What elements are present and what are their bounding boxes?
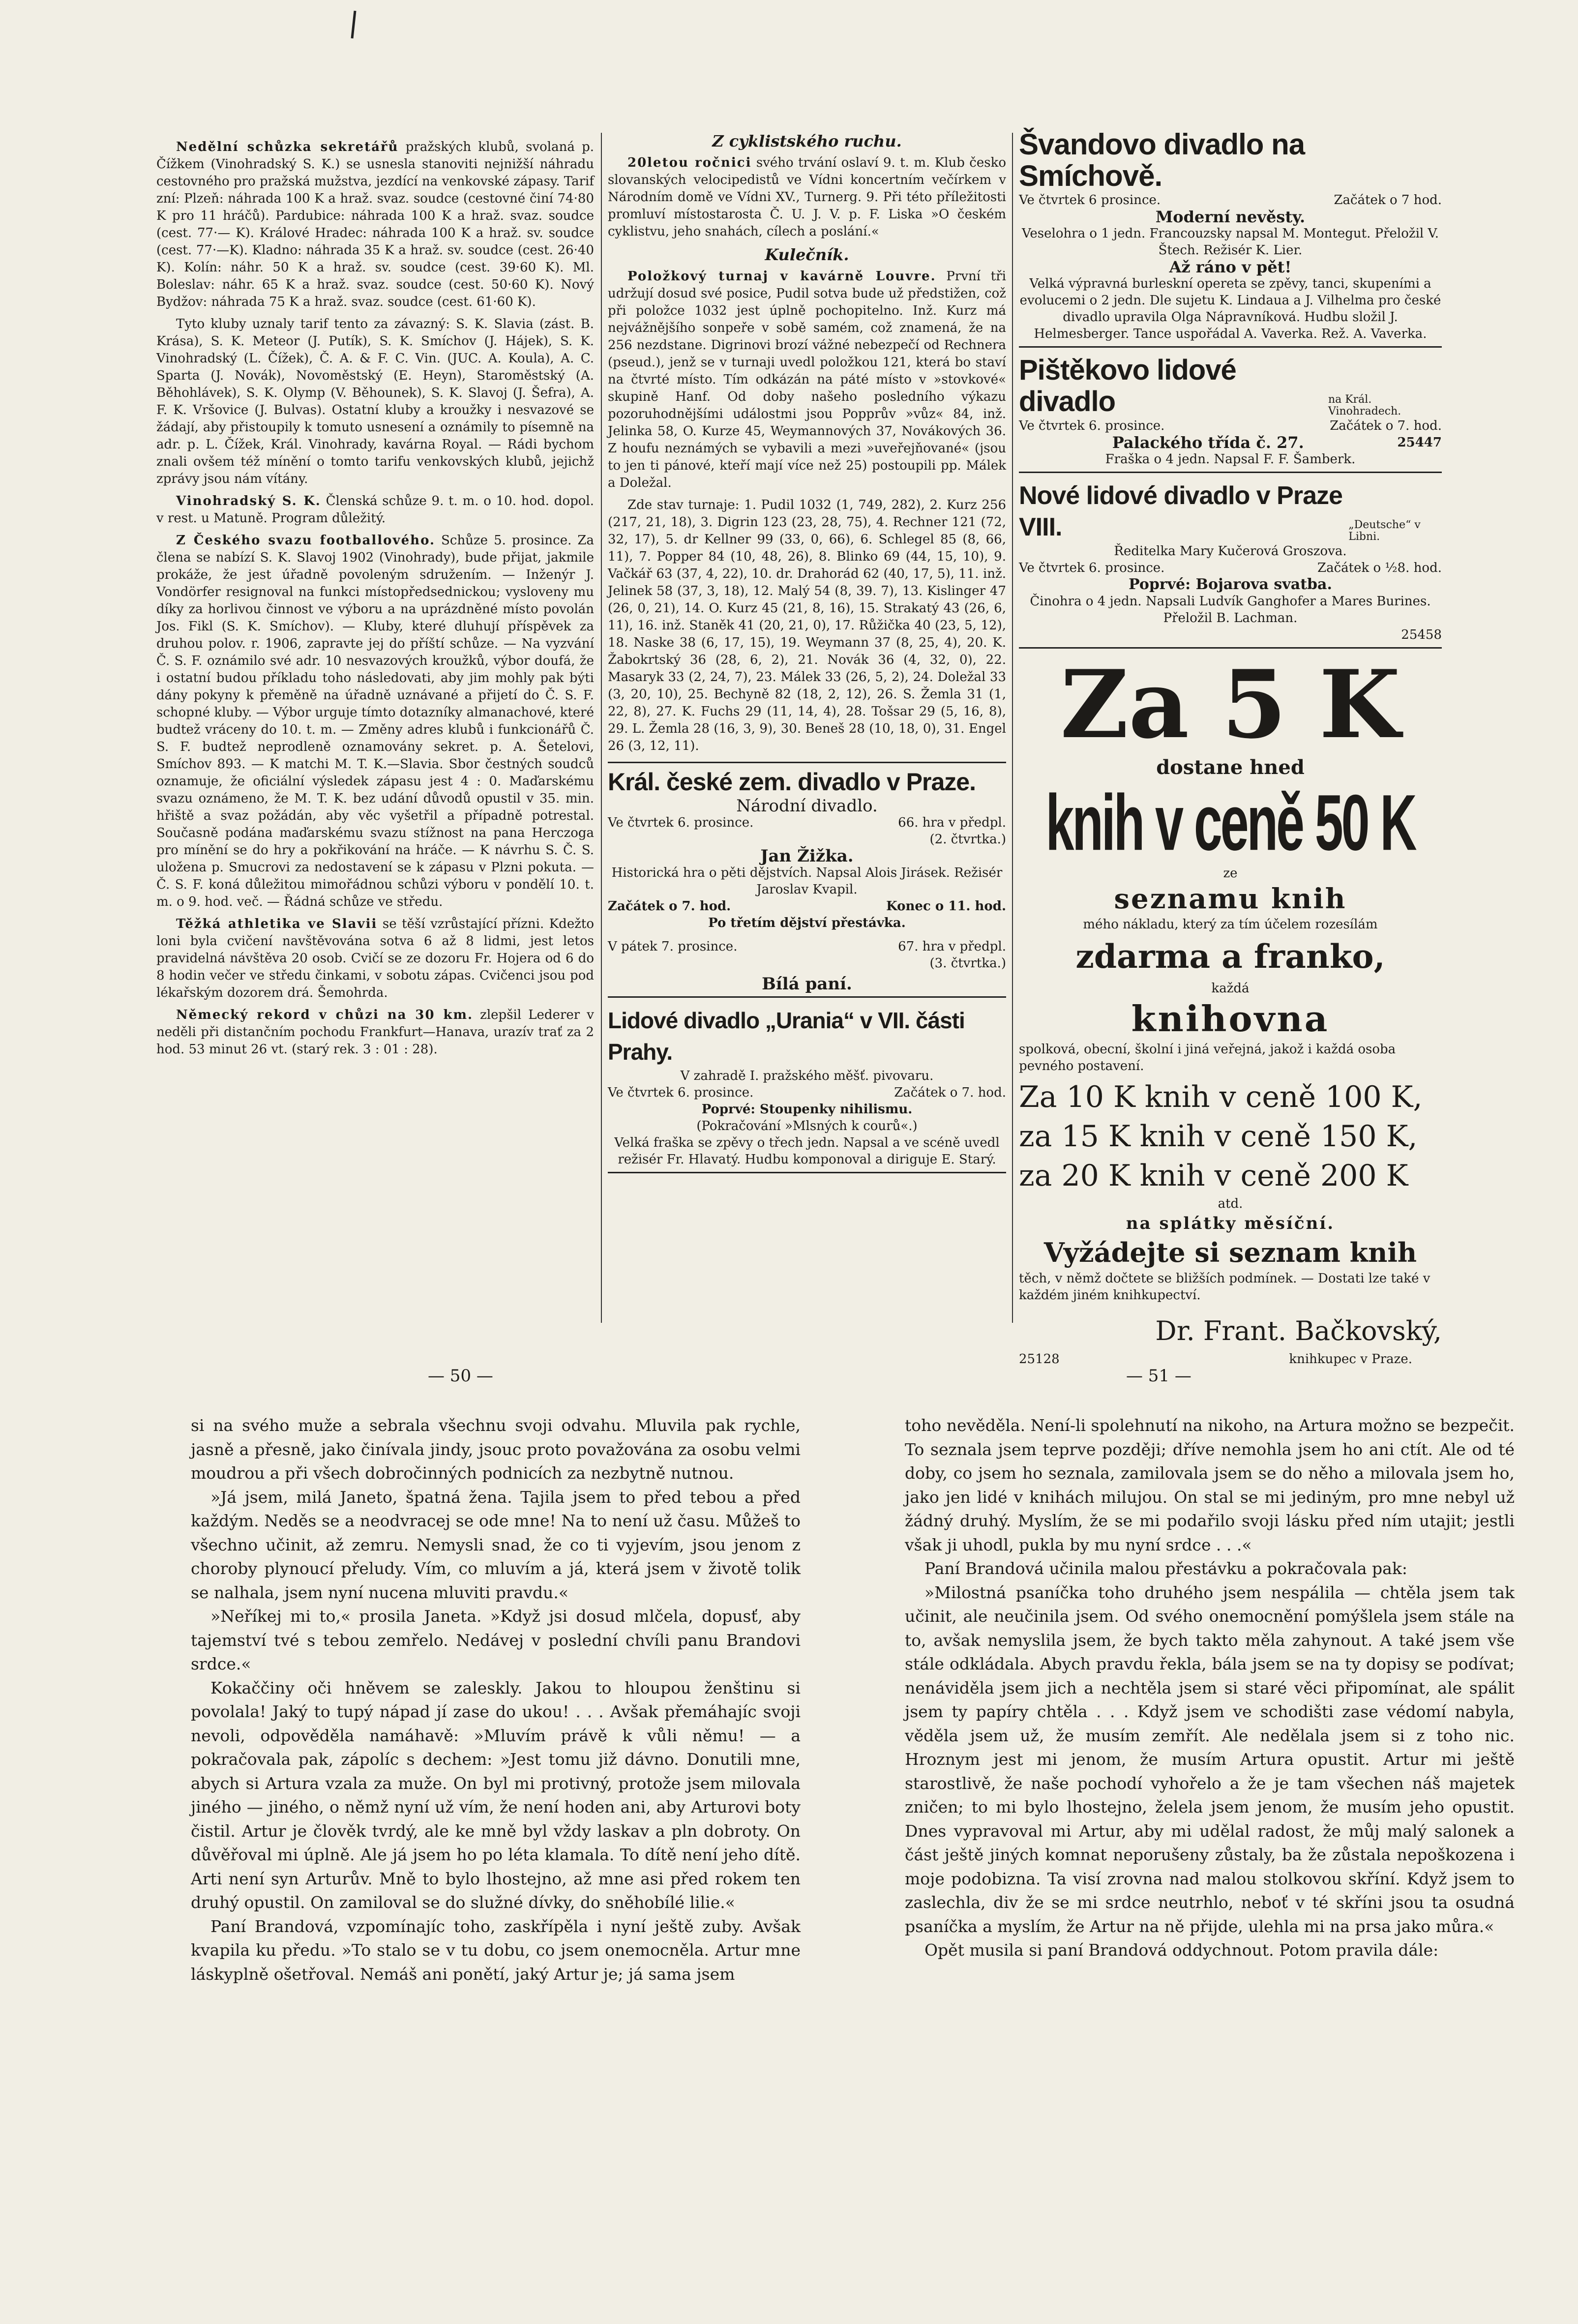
pistek-theatre-title: Pištěkovo lidové divadlo — [1019, 354, 1236, 417]
column-divider — [1012, 133, 1013, 1323]
book-paragraph: Paní Brandová, vzpomínajíc toho, zaskřípěla i nyní ještě zuby. Avšak kvapila ku předu. »To stalo se v tu dobu, co jsem onemocněla. Artur mne láskyplně ošetřoval. Nemáš ani ponětí, jaký Artur je; já sama jsem — [191, 1916, 801, 1984]
advert-headline: Za 5 K — [1060, 650, 1400, 759]
national-theatre-subtitle: Národní divadlo. — [736, 796, 878, 816]
billiards-standings: Zde stav turnaje: 1. Pudil 1032 (1, 749, 282), 2. Kurz 256 (217, 21, 18), 3. Digrin 123 (23, 28, 75), 4. Rechner 121 (72, 32, 17), 5. dr Kellner 99 (33, 0, 66), 6. Schlegel 85 (8, 66, 11), 7. Popper 84 (10, 48, 26), 8. Blinko 69 (44, 15, 10), 9. Vačkář 63 (37, 4, 22), 10. dr. Drahorád 62 (40, 17, 5), 11. inž. Jelinek 58 (37, 3, 18), 12. Malý 54 (8, 39. 7), 13. Kislinger 47 (26, 0, 21), 14. O. Kurz 45 (21, 8, 16), 15. Strakatý 43 (26, 6, 11), 16. inž. Staněk 41 (20, 21, 0), 17. Růžička 40 (23, 5, 12), 18. Naske 38 (6, 17, 15), 19. Weymann 37 (8, 25, 4), 20. K. Žabokrtský 36 (28, 6, 2), 21. Novák 36 (4, 32, 0), 22. Masaryk 33 (2, 24, 7), 23. Málek 33 (26, 5, 2), 24. Doležal 33 (3, 20, 10), 25. Bechyně 82 (18, 2, 12), 26. S. Žemla 31 (1, 22, 8), 27. K. Fuchs 29 (11, 14, 4), 28. Tošsar 29 (5, 16, 8), 29. L. Žemla 28 (16, 3, 9), 30. Beneš 28 (10, 18, 0), 31. Engel 26 (3, 12, 11). — [608, 498, 1006, 753]
play-title-jan-zizka: Jan Žižka. — [760, 846, 854, 866]
urania-theatre-listing: Lidové divadlo „Urania“ v VII. části Prahy. V zahradě I. pražského měšť. pivovaru. Ve čtvrtek 6. prosince. Začátek o 7. hod. Poprvé: Stoupenky nihilismu. (Pokračování »Mlsných k courů«.) Velká fraška se zpěvy o třech jedn. Napsal a ve scéně uvedl režisér Fr. Hlavatý. Hudbu komponoval a diriguje E. Starý. — [608, 1005, 1006, 1173]
svandovo-theatre-title: Švandovo divadlo na Smíchově. — [1019, 128, 1305, 192]
sports-news-list — [156, 139, 594, 1058]
urania-theatre-title: Lidové divadlo „Urania“ v VII. části Prahy. — [608, 1008, 965, 1065]
book-page-right — [905, 1414, 1515, 2048]
national-theatre-title: Král. české zem. divadlo v Praze. — [608, 768, 976, 796]
cycling-heading: Z cyklistského ruchu. — [712, 132, 902, 150]
news-item: Tyto kluby uznaly tarif tento za závazný: S. K. Slavia (zást. B. Krása), S. K. Meteor (J. Putík), S. K. Smíchov (J. Hájek), S. K. Vinohradský (L. Čížek), Č. A. & F. C. Vin. (JUC. A. Koula), A. C. Sparta (J. Novák), Novoměstský (E. Heyn), Staroměstský (A. Běhohlávek), S. K. Olymp (V. Běhounek), S. K. Slavoj (J. Šefra), A. F. K. Vršovice (J. Bulvas). Ostatní kluby a kroužky i nesvazové se žádají, aby přistoupily k tomuto usnesení a oznámily to písemně na adr. p. L. Čížek, Král. Vinohrady, kavárna Royal. — Rádi bychom znali ovšem též mínění o tomto tarifu venkovských klubů, jejichž zprávy jsou nám vítány. — [156, 317, 594, 486]
book-offer-advert: Za 5 K dostane hned knih v ceně 50 K ze seznamu knih mého nákladu, který za tím účelem rozesílám zdarma a franko, každá knihovna spolková, obecní, školní i jiná veřejná, jakož i každá osoba pevného postavení. Za 10 K knih v ceně 100 K, za 15 K knih v ceně 150 K, za 20 K knih v ceně 200 K atd. na splátky měsíční. Vyžádejte si seznam knih těch, v němž dočtete se bližších podmínek. — Dostati lze také v každém jiném knihkupectví. Dr. Frant. Bačkovský, 25128 knihkupec v Praze. — [1019, 650, 1442, 1367]
news-item-lead: Z Českého svazu footballového. — [176, 533, 436, 548]
advert-signature: Dr. Frant. Bačkovský, — [1155, 1315, 1442, 1346]
news-item: Nedělní schůzka sekretářů pražských klubů, svolaná p. Čížkem (Vinohradský S. K.) se usnesla stanoviti nejnižší náhradu cestovného pro pražská mužstva, jezdící na venkovské zápasy. Tarif zní: Plzeň: náhrada 100 K a hraž. svaz. soudce (cestovné činí 74·80 K pro 11 hráčů). Pardubice: náhrada 100 K a hraž. svaz. soudce (cest. 77·— K). Králové Hradec: náhrada 100 K a hraž. sv. soudce (cest. 77·—K). Kladno: náhrada 35 K a hraž. sv. soudce (cest. 26·40 K). Kolín: náhr. 50 K a hraž. sv. soudce (cest. 39·60 K). Ml. Boleslav: náhr. 65 K a hraž. svaz. soudce (cest. 50·60 K). Nový Bydžov: náhrada 75 K a hraž. svaz. soudce (cest. 61·60 K). — [156, 140, 594, 309]
book-paragraph: Opět musila si paní Brandová oddychnout. Potom pravila dále: — [924, 1940, 1439, 1960]
sports-column — [156, 139, 594, 1309]
book-paragraph: Paní Brandová učinila malou přestávku a pokračovala pak: — [924, 1559, 1407, 1578]
advert-value-line: knih v ceně 50 K — [1045, 779, 1415, 867]
cycling-paragraph: 20letou ročnici svého trvání oslaví 9. t. m. Klub česko slovanských velocipedistů ve Vídni koncertním večírkem v Národním domě ve Vídni XV., Turnerg. 9. Při této příležitosti promluví místostarosta Č. U. J. V. p. F. Liska »O českém cyklistvu, jeho snahách, cílech a poslání.« — [608, 155, 1006, 239]
page-number-left: — 50 — — [428, 1366, 493, 1386]
play-title-bila-pani: Bílá paní. — [762, 974, 852, 994]
news-item: Německý rekord v chůzi na 30 km. zlepšil Lederer v neděli při distančním pochodu Frankfurt—Hanava, urazív trať za 2 hod. 53 minut 26 vt. (starý rek. 3 : 01 : 28). — [156, 1008, 594, 1057]
book-paragraph: si na svého muže a sebrala všechnu svoji odvahu. Mluvila pak rychle, jasně a přesně, jako činívala jindy, jsouc proto považována za osobu velmi moudrou a při všech dobročinných podnicích za nezbytně nutnou. — [191, 1416, 801, 1483]
nove-lidove-theatre-listing: Nové lidové divadlo v Praze VIII. „Deutsche“ v Libni. Ředitelka Mary Kučerová Groszova. Ve čtvrtek 6. prosince. Začátek o ½8. hod. Poprvé: Bojarova svatba. Činohra o 4 jedn. Napsali Ludvík Ganghofer a Mares Burines. Přeložil B. Lachman. 25458 — [1019, 480, 1442, 649]
news-item-lead: Těžká athletika ve Slavii — [176, 917, 378, 931]
page-number-right: — 51 — — [1126, 1366, 1191, 1386]
pencil-mark-icon — [349, 10, 359, 39]
nove-lidove-theatre-title: Nové lidové divadlo v Praze VIII. — [1019, 481, 1342, 541]
book-paragraph: toho nevěděla. Není-li spolehnutí na nikoho, na Artura možno se bezpečit. To seznala jsem teprve později; dříve nemohla jsem ho ani ctít. Ale od té doby, co jsem ho seznala, zamilovala jsem se do něho a milovala jsem ho, jako jen lidé v knihách milujou. On stal se mi jediným, pro mne nebyl už žádný druhý. Myslím, že se mi podařilo svoji lásku před ním utajit; jestli však ji uhodl, pukla by mu nyní srdce . . .« — [905, 1416, 1515, 1554]
news-item: Těžká athletika ve Slavii se těší vzrůstající přízni. Kdežto loni byla cvičení navštěvována sotva 6 až 8 lidmi, jest letos pravidelná návštěva 20 osob. Cvičí se ze dozoru Fr. Hojera od 6 do 8 hodin večer ve středu činkami, v sobotu zápas. Cvičenci jsou pod lékařským dozorem drá. Šemohrda. — [156, 917, 595, 1000]
news-item: Vinohradský S. K. Členská schůze 9. t. m. o 10. hod. dopol. v rest. u Matuně. Program důležitý. — [156, 494, 594, 526]
svandovo-theatre-listing: Švandovo divadlo na Smíchově. Ve čtvrtek 6 prosince. Začátek o 7 hod. Moderní nevěsty. Veselohra o 1 jedn. Francouzsky napsal M. Montegut. Přeložil V. Štech. Režisér K. Lier. Až ráno v pět! Velká výpravná burleskní opereta se zpěvy, tanci, skupeními a evolucemi o 2 jedn. Dle sujetu K. Lindaua a J. Vilhelma pro české divadlo upravila Olga Nápravníková. Hudbu složil J. Helmesberger. Tance uspořádal A. Vaverka. Rež. A. Vaverka. — [1019, 129, 1442, 348]
news-item-lead: Německý rekord v chůzi na 30 km. — [176, 1008, 474, 1022]
book-paragraph: »Neříkej mi to,« prosila Janeta. »Když jsi dosud mlčela, dopusť, aby tajemství tvé s tebou zemřelo. Nedávej v poslední chvíli panu Brandovi srdce.« — [191, 1607, 801, 1673]
news-item-lead: Nedělní schůzka sekretářů — [176, 140, 399, 154]
billiards-heading: Kulečník. — [765, 245, 849, 264]
column-divider — [601, 133, 602, 1323]
price-offers: Za 10 K knih v ceně 100 K, za 15 K knih v ceně 150 K, za 20 K knih v ceně 200 K — [1019, 1080, 1423, 1193]
national-theatre-listing: Král. české zem. divadlo v Praze. Národní divadlo. Ve čtvrtek 6. prosince. 66. hra v předpl. (2. čtvrtka.) Jan Žižka. Historická hra o pěti dějstvích. Napsal Alois Jirásek. Režisér Jaroslav Kvapil. Začátek o 7. hod. Konec o 11. hod. Po třetím dějství přestávka. V pátek 7. prosince. 67. hra v předpl. (3. čtvrtka.) Bílá paní. — [608, 762, 1006, 998]
theatre-ads-column — [1019, 128, 1442, 1367]
book-page-left — [191, 1414, 801, 2048]
book-paragraph: »Milostná psaníčka toho druhého jsem nespálila — chtěla jsem tak učinit, ale neučinila jsem. Od svého onemocnění pomýšlela jsem stále na to, avšak nemyslila jsem, že bych takto měla zahynout. A také jsem vše stále odkládala. Abych pravdu řekla, bála jsem se na ty dopisy se podívat; nenáviděla jsem jich a nechtěla jsem si staré věci připomínat, ale spálit jsem ty papíry chtěla . . . Když jsem ve schodišti zase védomí nabyla, věděla jsem už, že musím zemřít. Ale nedělala jsem si z toho nic. Hroznym jest mi jenom, že musím Artura opustit. Artur mi ještě starostlivě, že naše pochodí vyhořelo a že je tam všechen náš majetek zničen; to mi bylo lhostejno, želela jsem jenom, že musím jeho opustit. Dnes vypravoval mi Artur, aby mi udělal radost, že můj malý salonek a část ještě jiných komnat neporušeny zůstaly, ba že zůstala nepoškozena i moje podobizna. Ta visí zrovna nad malou stolkovou skříní. Když jsem to zaslechla, div že se mi srdce neutrhlo, neboť v té skříni jsou ta osudná psaníčka a myslím, že Artur na ně přijde, ulehla mi na prsa jako můra.« — [905, 1582, 1515, 1936]
news-item: Z Českého svazu footballového. Schůze 5. prosince. Za člena se nabízí S. K. Slavoj 1902 (Vinohrady), bude přijat, jakmile prokáže, že jest úřadně povoleným sdružením. — Inženýr J. Vondörfer resignoval na funkci místopředsednickou; vysloveny mu díky za horlivou činnost ve výboru a na uprázdněné místo povolán Jos. Fikl (S. K. Smíchov). — Kluby, které dluhují příspěvek za druhou polov. r. 1906, zapravte jej do příští schůze. — Na vyzvání Č. S. F. oznámilo své adr. 10 nesvazových kroužků, výbor doufá, že i ostatní budou příkladu toho následovati, aby jim mohly pak býti dány pokyny k přeměně na úřadně uznávané a přijetí do Č. S. F. schopné kluby. — Výbor urguje tímto dotazníky almanachové, které budtež vráceny do 10. t. m. — Změny adres klubů i funkcionářů Č. S. F. budtež neprodleně oznamovány sekret. p. A. Šetelovi, Smíchov 893. — K matchi M. T. K.—Slavia. Sbor čestných soudců oznamuje, že oficiální výsledek zápasu jest 4 : 0. Maďarskému svazu oznámeno, že M. T. K. bez udání důvodů opustil v 35. min. hřiště a svaz požádán, aby věc vyšetřil a případně potrestal. Současně podána maďarskému svazu stížnost na pana Herczoga pro mínění se do hry a pokřikování na hráče. — K návrhu S. Č. S. uložena p. Smucrovi za nedostavení se k zápasu v Plzni pokuta. — Č. S. F. koná důležitou mimořádnou schůzi výboru v pondělí 10. t. m. o 9. hod. več. — Řádná schůze ve středu. — [156, 533, 594, 909]
cycling-billiards-column — [608, 129, 1006, 1319]
pistek-theatre-listing: Pištěkovo lidové divadlo na Král. Vinohradech. Ve čtvrtek 6. prosince. Začátek o 7. hod. Palackého třída č. 27. 25447 Fraška o 4 jedn. Napsal F. F. Šamberk. — [1019, 355, 1442, 473]
billiards-paragraph: Položkový turnaj v kavárně Louvre. První tři udržují dosud své posice, Pudil sotva bude už předstižen, což při položce 1032 jest úplně pochopitelno. Inž. Kurz má nejvážnějšího sonpeře v sobě samém, což znamená, že na 256 nezdstane. Digrinovi brozí vážné nebezpečí od Rechnera (pseud.), jenž se v turnaji uvedl položkou 121, která bo staví na čtvrté místo. Tím odkázán na páté místo v »stovkové« skupině Hanf. Od doby našeho posledního výkazu pozoruhodnějšími událostmi jsou Popprův »vůz« 84, inž. Jelinka 58, O. Kurze 45, Weymannových 37, Novákových 36. Z houfu neznámých se vybavili a mezi »uveřejňované« (jsou to jen ti pánové, kteří mají více než 25) postoupili pp. Málek a Doležal. — [608, 269, 1006, 490]
news-item-lead: Vinohradský S. K. — [176, 494, 321, 508]
book-paragraph: Kokaččiny oči hněvem se zaleskly. Jakou to hloupou ženštinu si povolala! Jaký to tupý nápad jí zase do ukou! . . . Avšak přemáhajíc svoji nevoli, odpověděla namáhavě: »Mluvím právě k vůli němu! — a pokračovala pak, zápolíc s dechem: »Jest tomu již dávno. Donutili mne, abych si Artura vzala za muže. On byl mi protivný, protože jsem milovala jiného — jiného, o němž nyní už vím, že není hoden ani, aby Arturovi boty čistil. Artur je člověk tvrdý, ale ke mně byl vždy laskav a pln dobroty. On důvěřoval mi úplně. Ale já jsem ho po léta klamala. To dítě není jeho dítě. Arti není syn Arturův. Mně to bylo lhostejno, až mne asi před rokem ten druhý opustil. On zamiloval se do služné dívky, do sněhobílé lilie.« — [191, 1678, 801, 1912]
book-paragraph: »Já jsem, milá Janeto, špatná žena. Tajila jsem to před tebou a před každým. Neděs se a neodvracej se ode mne! Na to není už času. Můžeš to všechno učinit, až zemru. Nemysli snad, že co ti vyjevím, jsou jenom z choroby plynoucí přeludy. Vím, co mluvím a já, která jsem v životě tolik se nalhala, jsem nyní nucena mluviti pravdu.« — [191, 1487, 801, 1602]
